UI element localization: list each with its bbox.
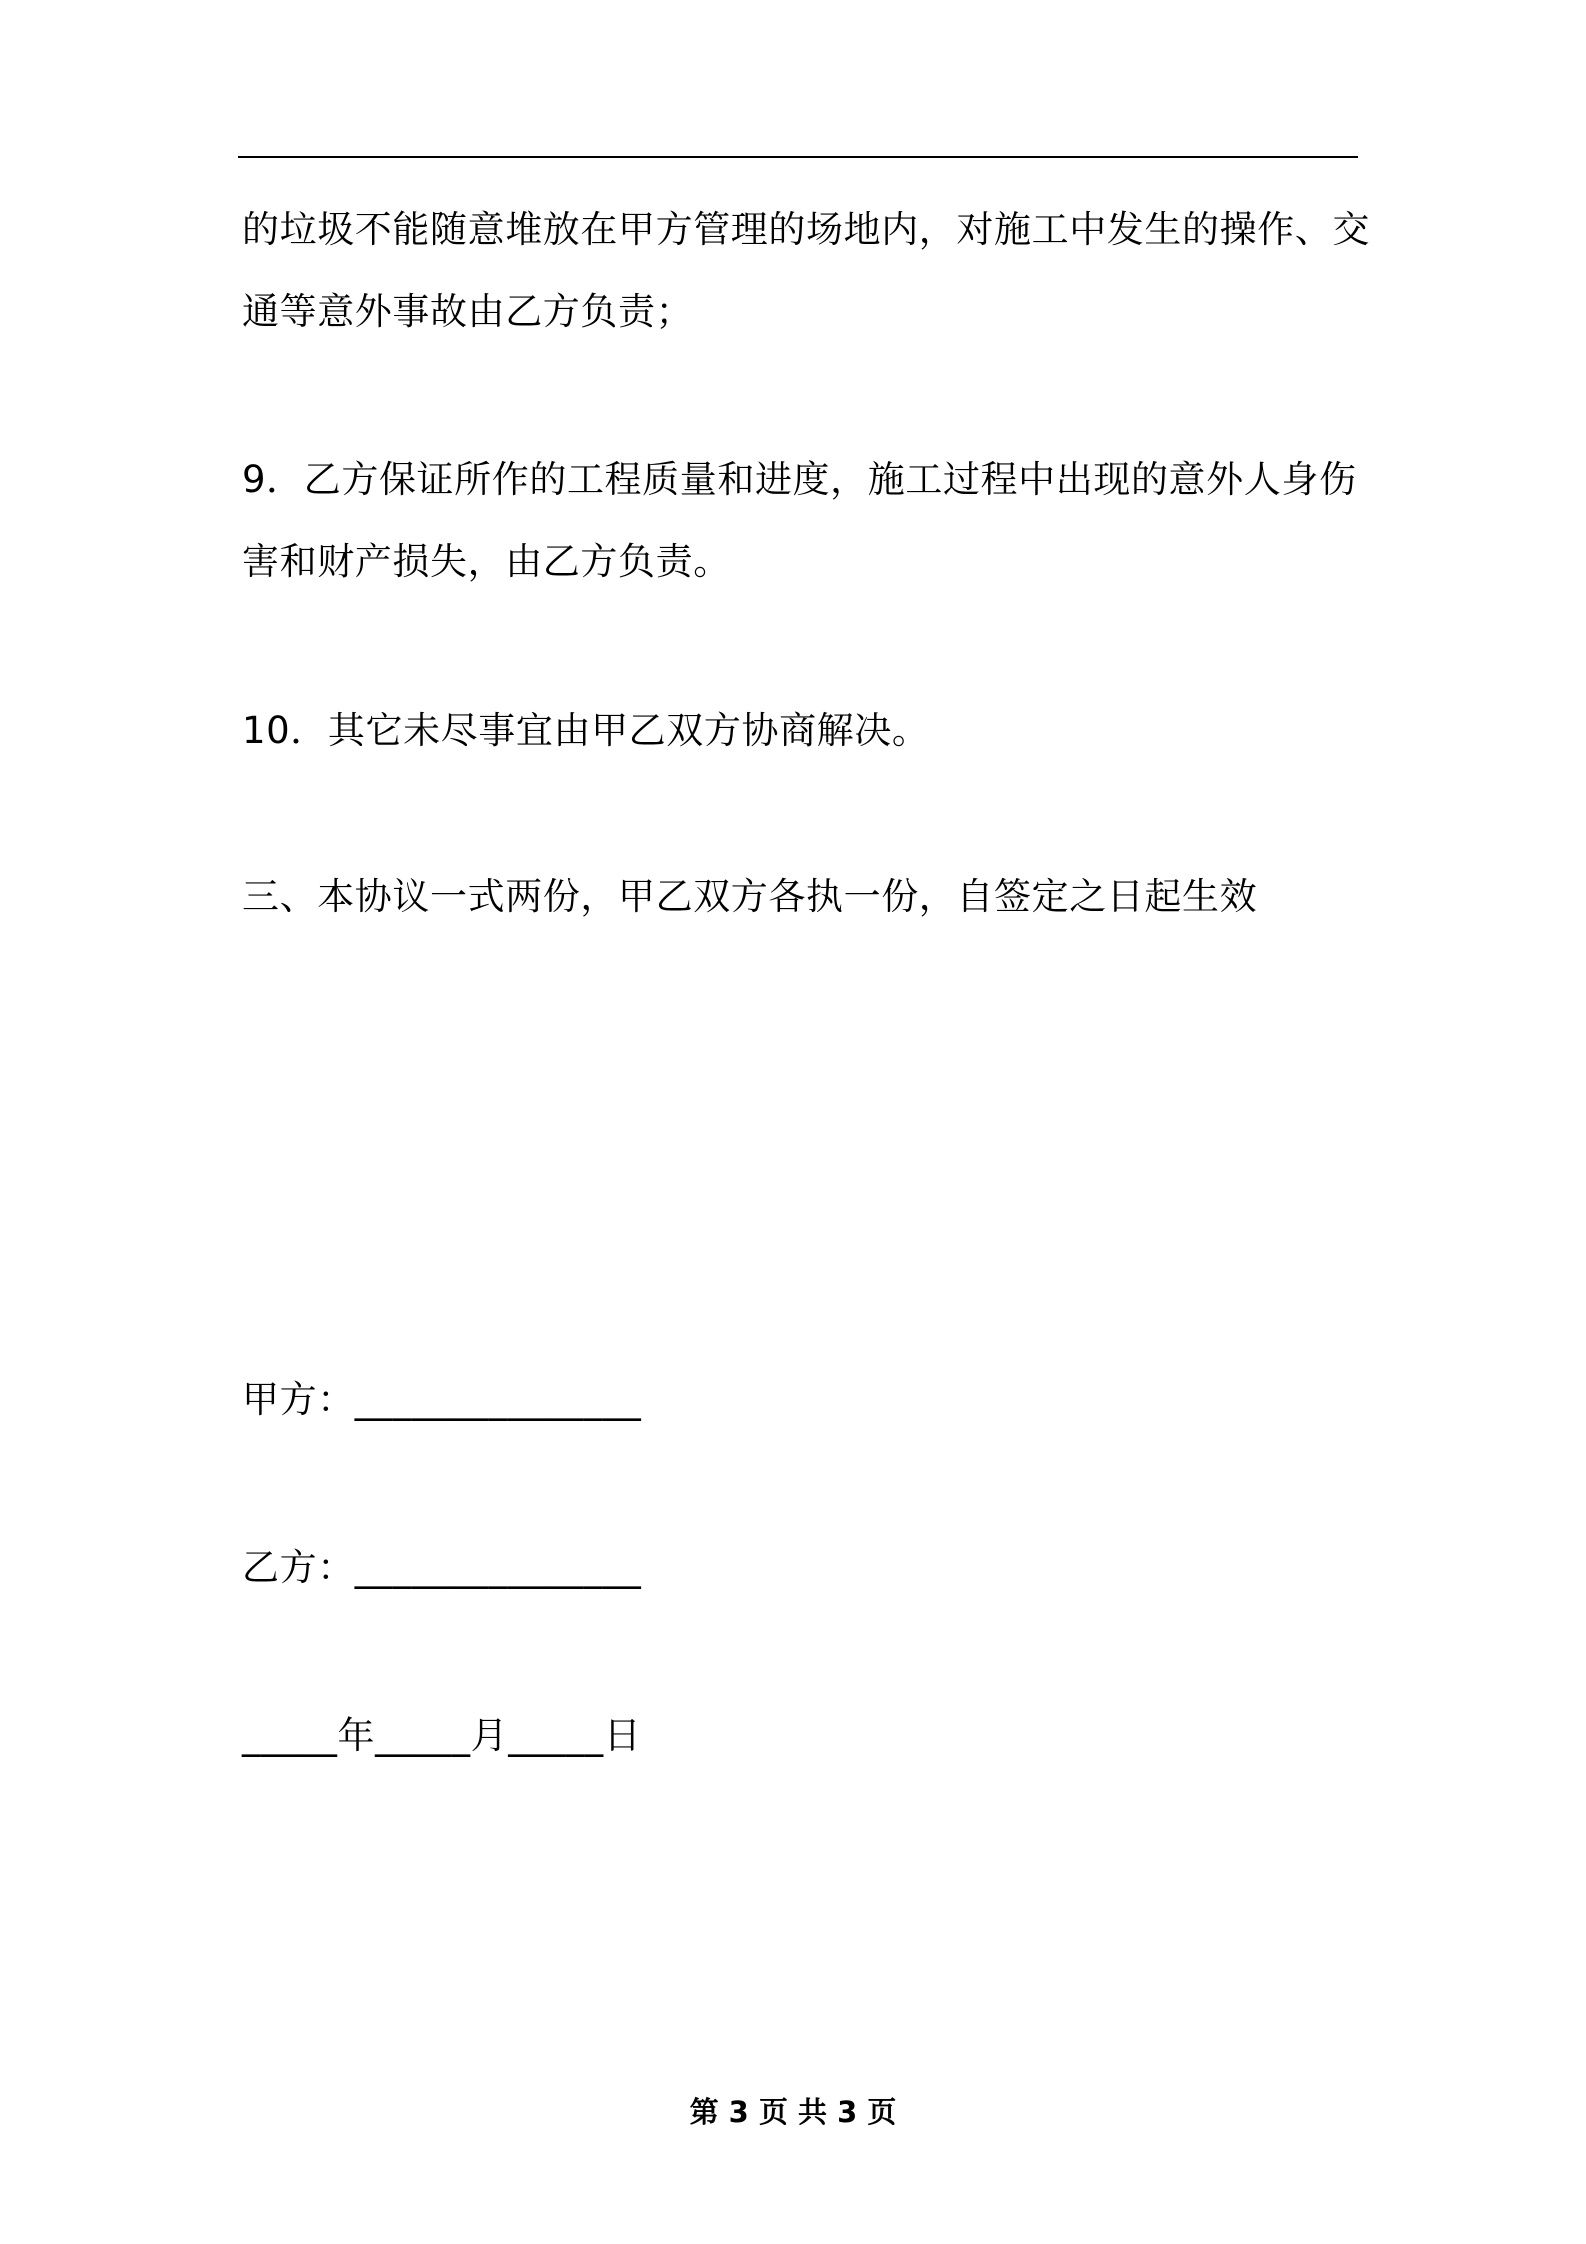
clause-9-line-2: 害和财产损失，由乙方负责。 <box>242 540 731 583</box>
header-rule <box>238 156 1358 158</box>
party-a-signature: 甲方：_______________ <box>242 1378 642 1421</box>
clause-10: 10．其它未尽事宜由甲乙双方协商解决。 <box>242 709 930 752</box>
section-3: 三、本协议一式两份，甲乙双方各执一份，自签定之日起生效 <box>242 875 1258 918</box>
date-line: _____年_____月_____日 <box>242 1714 642 1757</box>
page-number: 第 3 页 共 3 页 <box>689 2095 897 2129</box>
clause-8-line-1: 的垃圾不能随意堆放在甲方管理的场地内，对施工中发生的操作、交 <box>242 208 1370 251</box>
clause-8-line-2: 通等意外事故由乙方负责； <box>242 290 694 333</box>
clause-9-line-1: 9．乙方保证所作的工程质量和进度，施工过程中出现的意外人身伤 <box>242 458 1357 501</box>
party-b-signature: 乙方：_______________ <box>242 1546 642 1589</box>
